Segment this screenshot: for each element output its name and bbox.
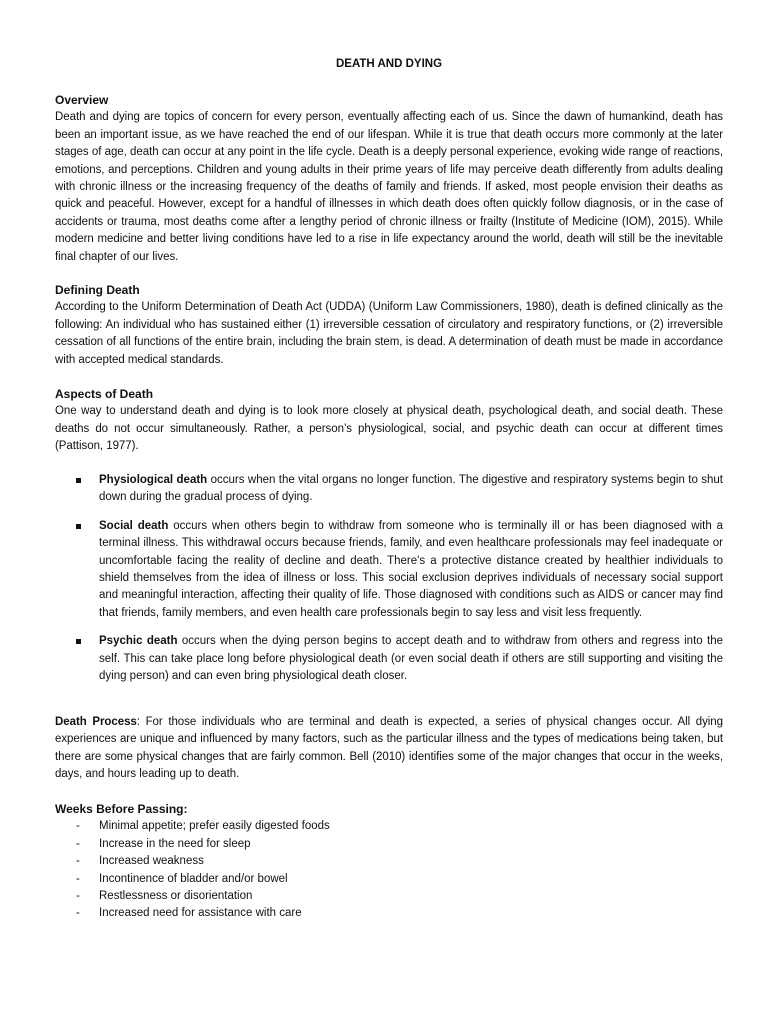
aspects-of-death-heading: Aspects of Death — [55, 387, 154, 401]
list-item-text: Increased need for assistance with care — [99, 907, 302, 920]
square-bullet-icon — [76, 639, 81, 644]
list-item-text: Increase in the need for sleep — [99, 837, 251, 850]
overview-paragraph: Death and dying are topics of concern for every person, eventually affecting each of us. Since the dawn of humankind, death has been an important issue, as we have reached the end of our lifespan. While it is true that death occurs more commonly at the later stages of age, death can occur at any point in the life cycle. Death is a deeply personal experience, evoking wide range of reactions, emotions, and perceptions. Children and young adults in their prime years of life may perceive death differently from adults dealing with chronic illness or the increasing frequency of the deaths of family and friends. If asked, most people envision their deaths as quick and peaceful. However, except for a handful of illnesses in which death does often quickly follow diagnosis, or in the case of accidents or trauma, most deaths come after a lengthy period of chronic illness or frailty (Institute of Medicine (IOM), 2015). While modern medicine and better living conditions have led to a rise in life expectancy around the world, death will still be the inevitable final chapter of our lives. — [55, 111, 723, 263]
square-bullet-icon — [76, 524, 81, 529]
dash-marker: - — [76, 837, 80, 850]
defining-death-paragraph: According to the Uniform Determination of Death Act (UDDA) (Uniform Law Commissioners, 1980), death is defined clinically as the following: An individual who has sustained either (1) irreversible cessation of circulatory and respiratory functions, or (2) irreversible cessation of all functions of the entire brain, including the brain stem, is dead. A determination of death must be made in accordance with accepted medical standards. — [55, 301, 723, 366]
list-item — [55, 905, 723, 922]
bullet-social-death — [55, 518, 723, 622]
list-item-text: Restlessness or disorientation — [99, 890, 253, 903]
death-process-paragraph — [55, 714, 723, 784]
dash-marker: - — [76, 907, 80, 920]
bullet-physiological-death — [55, 472, 723, 507]
weeks-before-list — [55, 818, 723, 922]
list-item — [55, 888, 723, 905]
weeks-before-section — [55, 801, 723, 923]
document-title: DEATH AND DYING — [335, 58, 443, 70]
overview-section — [55, 92, 723, 266]
bullet-term: Psychic death — [99, 635, 178, 648]
dash-marker: - — [76, 890, 80, 903]
list-item-text: Minimal appetite; prefer easily digested foods — [99, 820, 330, 833]
defining-death-section — [55, 282, 723, 369]
defining-death-heading: Defining Death — [55, 283, 140, 297]
aspects-of-death-section — [55, 386, 723, 456]
square-bullet-icon — [76, 478, 81, 483]
list-item — [55, 836, 723, 853]
dash-marker: - — [76, 820, 80, 833]
list-item-text: Incontinence of bladder and/or bowel — [99, 872, 288, 885]
list-item — [55, 871, 723, 888]
death-process-section — [55, 714, 723, 784]
list-item — [55, 818, 723, 835]
bullet-text: occurs when the vital organs no longer function. The digestive and respiratory systems begin to shut down during the gradual process of dying. — [99, 474, 723, 504]
weeks-before-heading: Weeks Before Passing: — [55, 802, 188, 816]
bullet-psychic-death — [55, 633, 723, 685]
bullet-term: Physiological death — [99, 474, 208, 486]
list-item-text: Increased weakness — [99, 855, 204, 868]
bullet-term: Social death — [99, 519, 169, 532]
aspects-bullet-list — [55, 472, 723, 696]
dash-marker: - — [76, 872, 80, 885]
bullet-text: occurs when others begin to withdraw from someone who is terminally ill or has been diagnosed with a terminal illness. This withdrawal occurs because friends, family, and even healthcare professionals may feel inadequate or uncomfortable facing the reality of decline and death. There's a protective distance created by healthier individuals to shield themselves from the idea of illness or loss. This social exclusion deprives individuals of necessary social support and meaningful interaction, affecting their quality of life. Those diagnosed with conditions such as AIDS or cancer may find that friends, family members, and even health care professionals begin to say less and visit less frequently. — [99, 519, 723, 619]
aspects-of-death-paragraph: One way to understand death and dying is to look more closely at physical death, psychological death, and social death. These deaths do not occur simultaneously. Rather, a person’s physiological, social, and psychic death can occur at different times (Pattison, 1977). — [55, 405, 723, 453]
list-item — [55, 853, 723, 870]
death-process-term: Death Process — [55, 716, 137, 728]
death-process-text: : For those individuals who are terminal and death is expected, a series of physical changes occur. All dying experiences are unique and influenced by many factors, such as the particular illness and the types of medications being taken, but there are some physical changes that are fairly common. Bell (2010) identifies some of the major changes that occur in the weeks, days, and hours leading up to death. — [55, 716, 724, 781]
overview-heading: Overview — [55, 93, 109, 107]
bullet-text: occurs when the dying person begins to accept death and to withdraw from others and regress into the self. This can take place long before physiological death (or even social death if others are still supporting and visiting the dying person) and can even bring physiological death closer. — [99, 635, 723, 683]
dash-marker: - — [76, 855, 80, 868]
